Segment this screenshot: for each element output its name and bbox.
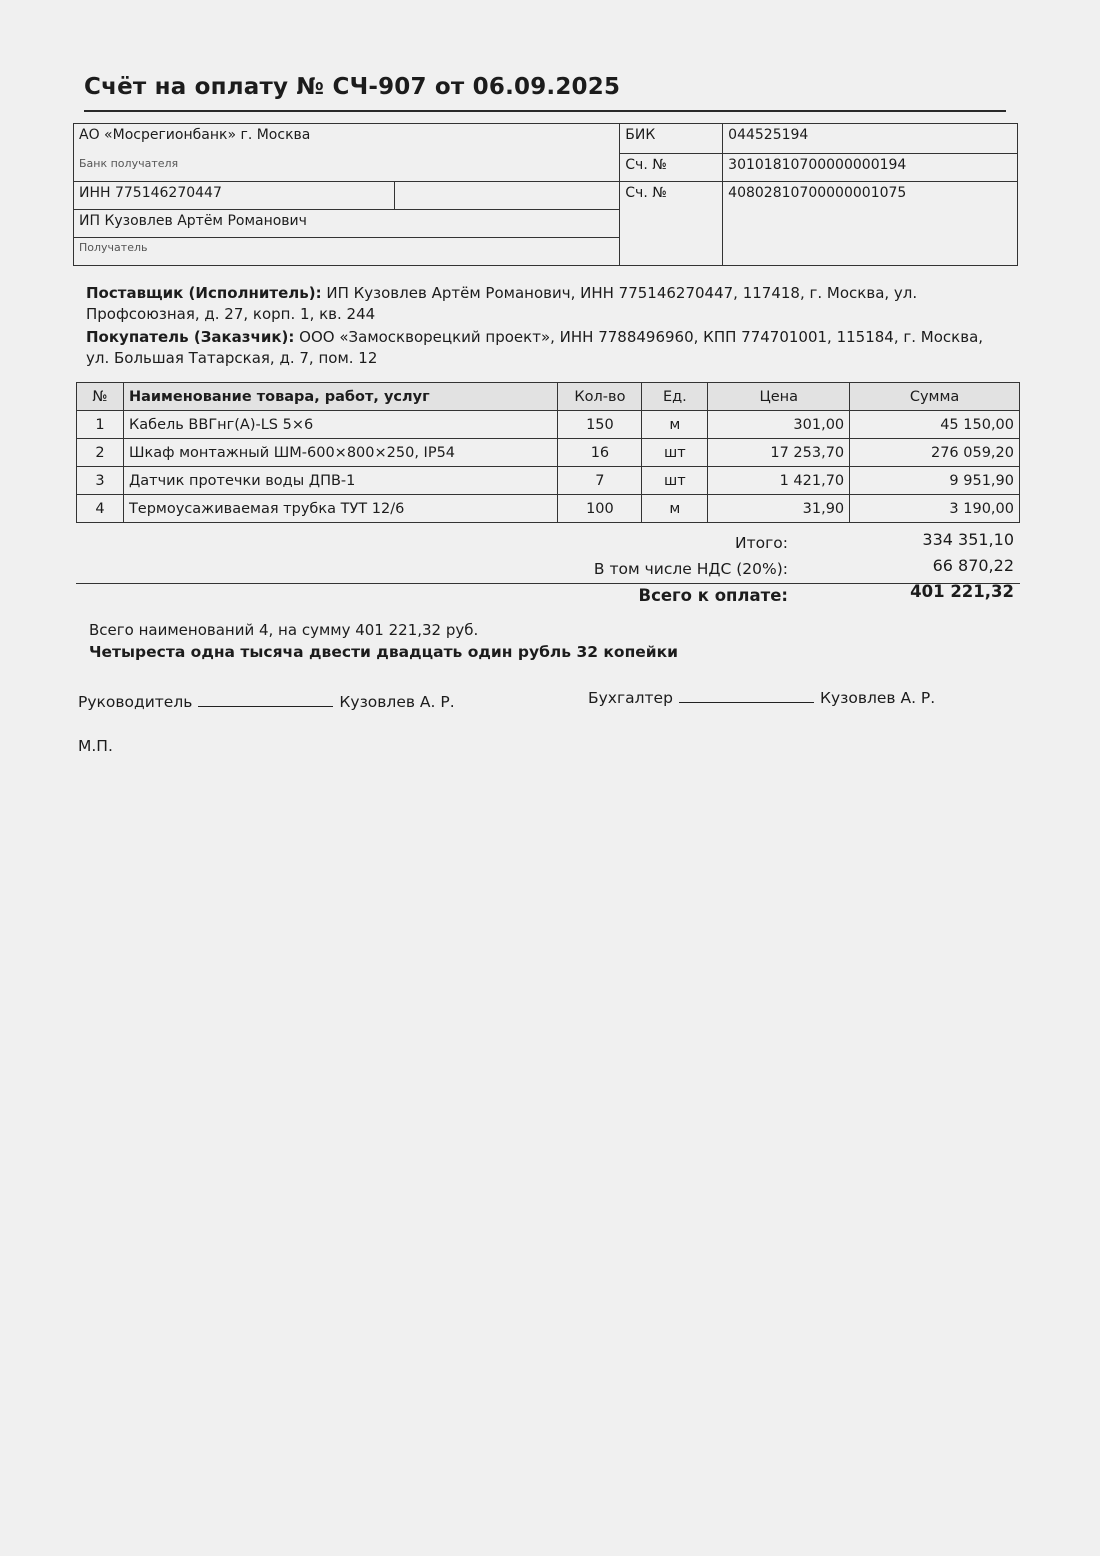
row-number: 2: [77, 439, 124, 467]
head-signature-line: [198, 692, 333, 707]
buyer-text: ООО «Замоскворецкий проект», ИНН 7788496960, КПП 774701001, 115184, г. Москва, ул. Большая Татарская, д. 7, пом. 12: [86, 328, 984, 367]
row-price: 17 253,70: [708, 439, 850, 467]
summary-count-line: Всего наименований 4, на сумму 401 221,32 руб.: [89, 621, 479, 639]
row-unit: шт: [642, 439, 708, 467]
row-qty: 16: [558, 439, 642, 467]
head-name: Кузовлев А. Р.: [339, 693, 455, 711]
row-unit: шт: [642, 467, 708, 495]
account-label: Сч. №: [620, 182, 723, 266]
col-header-name: Наименование товара, работ, услуг: [123, 383, 558, 411]
bank-details-table: [73, 123, 1018, 266]
recipient-kpp: [394, 182, 620, 210]
row-qty: 7: [558, 467, 642, 495]
row-qty: 100: [558, 495, 642, 523]
parties-block: [86, 283, 986, 371]
table-row: [77, 467, 1020, 495]
supplier-label: Поставщик (Исполнитель):: [86, 284, 322, 302]
recipient-inn: ИНН 775146270447: [74, 182, 395, 210]
buyer-label: Покупатель (Заказчик):: [86, 328, 295, 346]
col-header-number: №: [77, 383, 124, 411]
row-sum: 9 951,90: [850, 467, 1020, 495]
buyer-line: [86, 327, 986, 369]
bank-name: АО «Мосрегионбанк» г. Москва: [74, 124, 620, 154]
row-name: Кабель ВВГнг(А)-LS 5×6: [123, 411, 558, 439]
totals-divider: [76, 583, 1020, 584]
row-sum: 3 190,00: [850, 495, 1020, 523]
row-name: Шкаф монтажный ШМ-600×800×250, IP54: [123, 439, 558, 467]
head-label: Руководитель: [78, 693, 193, 711]
grand-total-value: 401 221,32: [910, 582, 1014, 601]
totals-block: [76, 530, 1020, 608]
row-unit: м: [642, 495, 708, 523]
grand-total-row: [76, 582, 1020, 608]
col-header-unit: Ед.: [642, 383, 708, 411]
items-header-row: [77, 383, 1020, 411]
row-price: 31,90: [708, 495, 850, 523]
accountant-name: Кузовлев А. Р.: [819, 689, 936, 707]
accountant-signature: [588, 688, 935, 707]
subtotal-label: Итого:: [735, 534, 788, 552]
head-signature: [78, 692, 455, 711]
row-number: 1: [77, 411, 124, 439]
summary-amount-words: Четыреста одна тысяча двести двадцать один рубль 32 копейки: [89, 643, 679, 661]
summary-block: [89, 619, 678, 663]
col-header-sum: Сумма: [850, 383, 1020, 411]
subtotal-value: 334 351,10: [922, 530, 1014, 549]
invoice-title: Счёт на оплату № СЧ-907 от 06.09.2025: [84, 74, 621, 100]
row-sum: 45 150,00: [850, 411, 1020, 439]
col-header-price: Цена: [708, 383, 850, 411]
stamp-place-label: М.П.: [78, 737, 113, 755]
bank-caption: Банк получателя: [74, 154, 620, 182]
subtotal-row: [76, 530, 1020, 556]
vat-value: 66 870,22: [932, 556, 1014, 575]
items-table: [76, 382, 1020, 523]
title-divider: [84, 110, 1006, 112]
row-unit: м: [642, 411, 708, 439]
bik-label: БИК: [620, 124, 723, 154]
table-row: [77, 439, 1020, 467]
vat-row: [76, 556, 1020, 582]
row-name: Датчик протечки воды ДПВ-1: [123, 467, 558, 495]
row-sum: 276 059,20: [850, 439, 1020, 467]
accountant-signature-line: [679, 688, 814, 703]
vat-label: В том числе НДС (20%):: [593, 560, 788, 578]
supplier-text: ИП Кузовлев Артём Романович, ИНН 775146270447, 117418, г. Москва, ул. Профсоюзная, д. 27, корп. 1, кв. 244: [86, 284, 918, 323]
table-row: [77, 495, 1020, 523]
recipient-name: ИП Кузовлев Артём Романович: [74, 210, 620, 238]
col-header-qty: Кол-во: [558, 383, 642, 411]
row-number: 4: [77, 495, 124, 523]
row-price: 1 421,70: [708, 467, 850, 495]
table-row: [77, 411, 1020, 439]
row-price: 301,00: [708, 411, 850, 439]
corr-account-value: 30101810700000000194: [723, 154, 1018, 182]
accountant-label: Бухгалтер: [588, 689, 673, 707]
recipient-caption: Получатель: [74, 238, 620, 266]
row-qty: 150: [558, 411, 642, 439]
account-value: 40802810700000001075: [723, 182, 1018, 266]
grand-total-label: Всего к оплате:: [638, 586, 788, 605]
bik-value: 044525194: [723, 124, 1018, 154]
corr-account-label: Сч. №: [620, 154, 723, 182]
row-number: 3: [77, 467, 124, 495]
row-name: Термоусаживаемая трубка ТУТ 12/6: [123, 495, 558, 523]
supplier-line: [86, 283, 986, 325]
